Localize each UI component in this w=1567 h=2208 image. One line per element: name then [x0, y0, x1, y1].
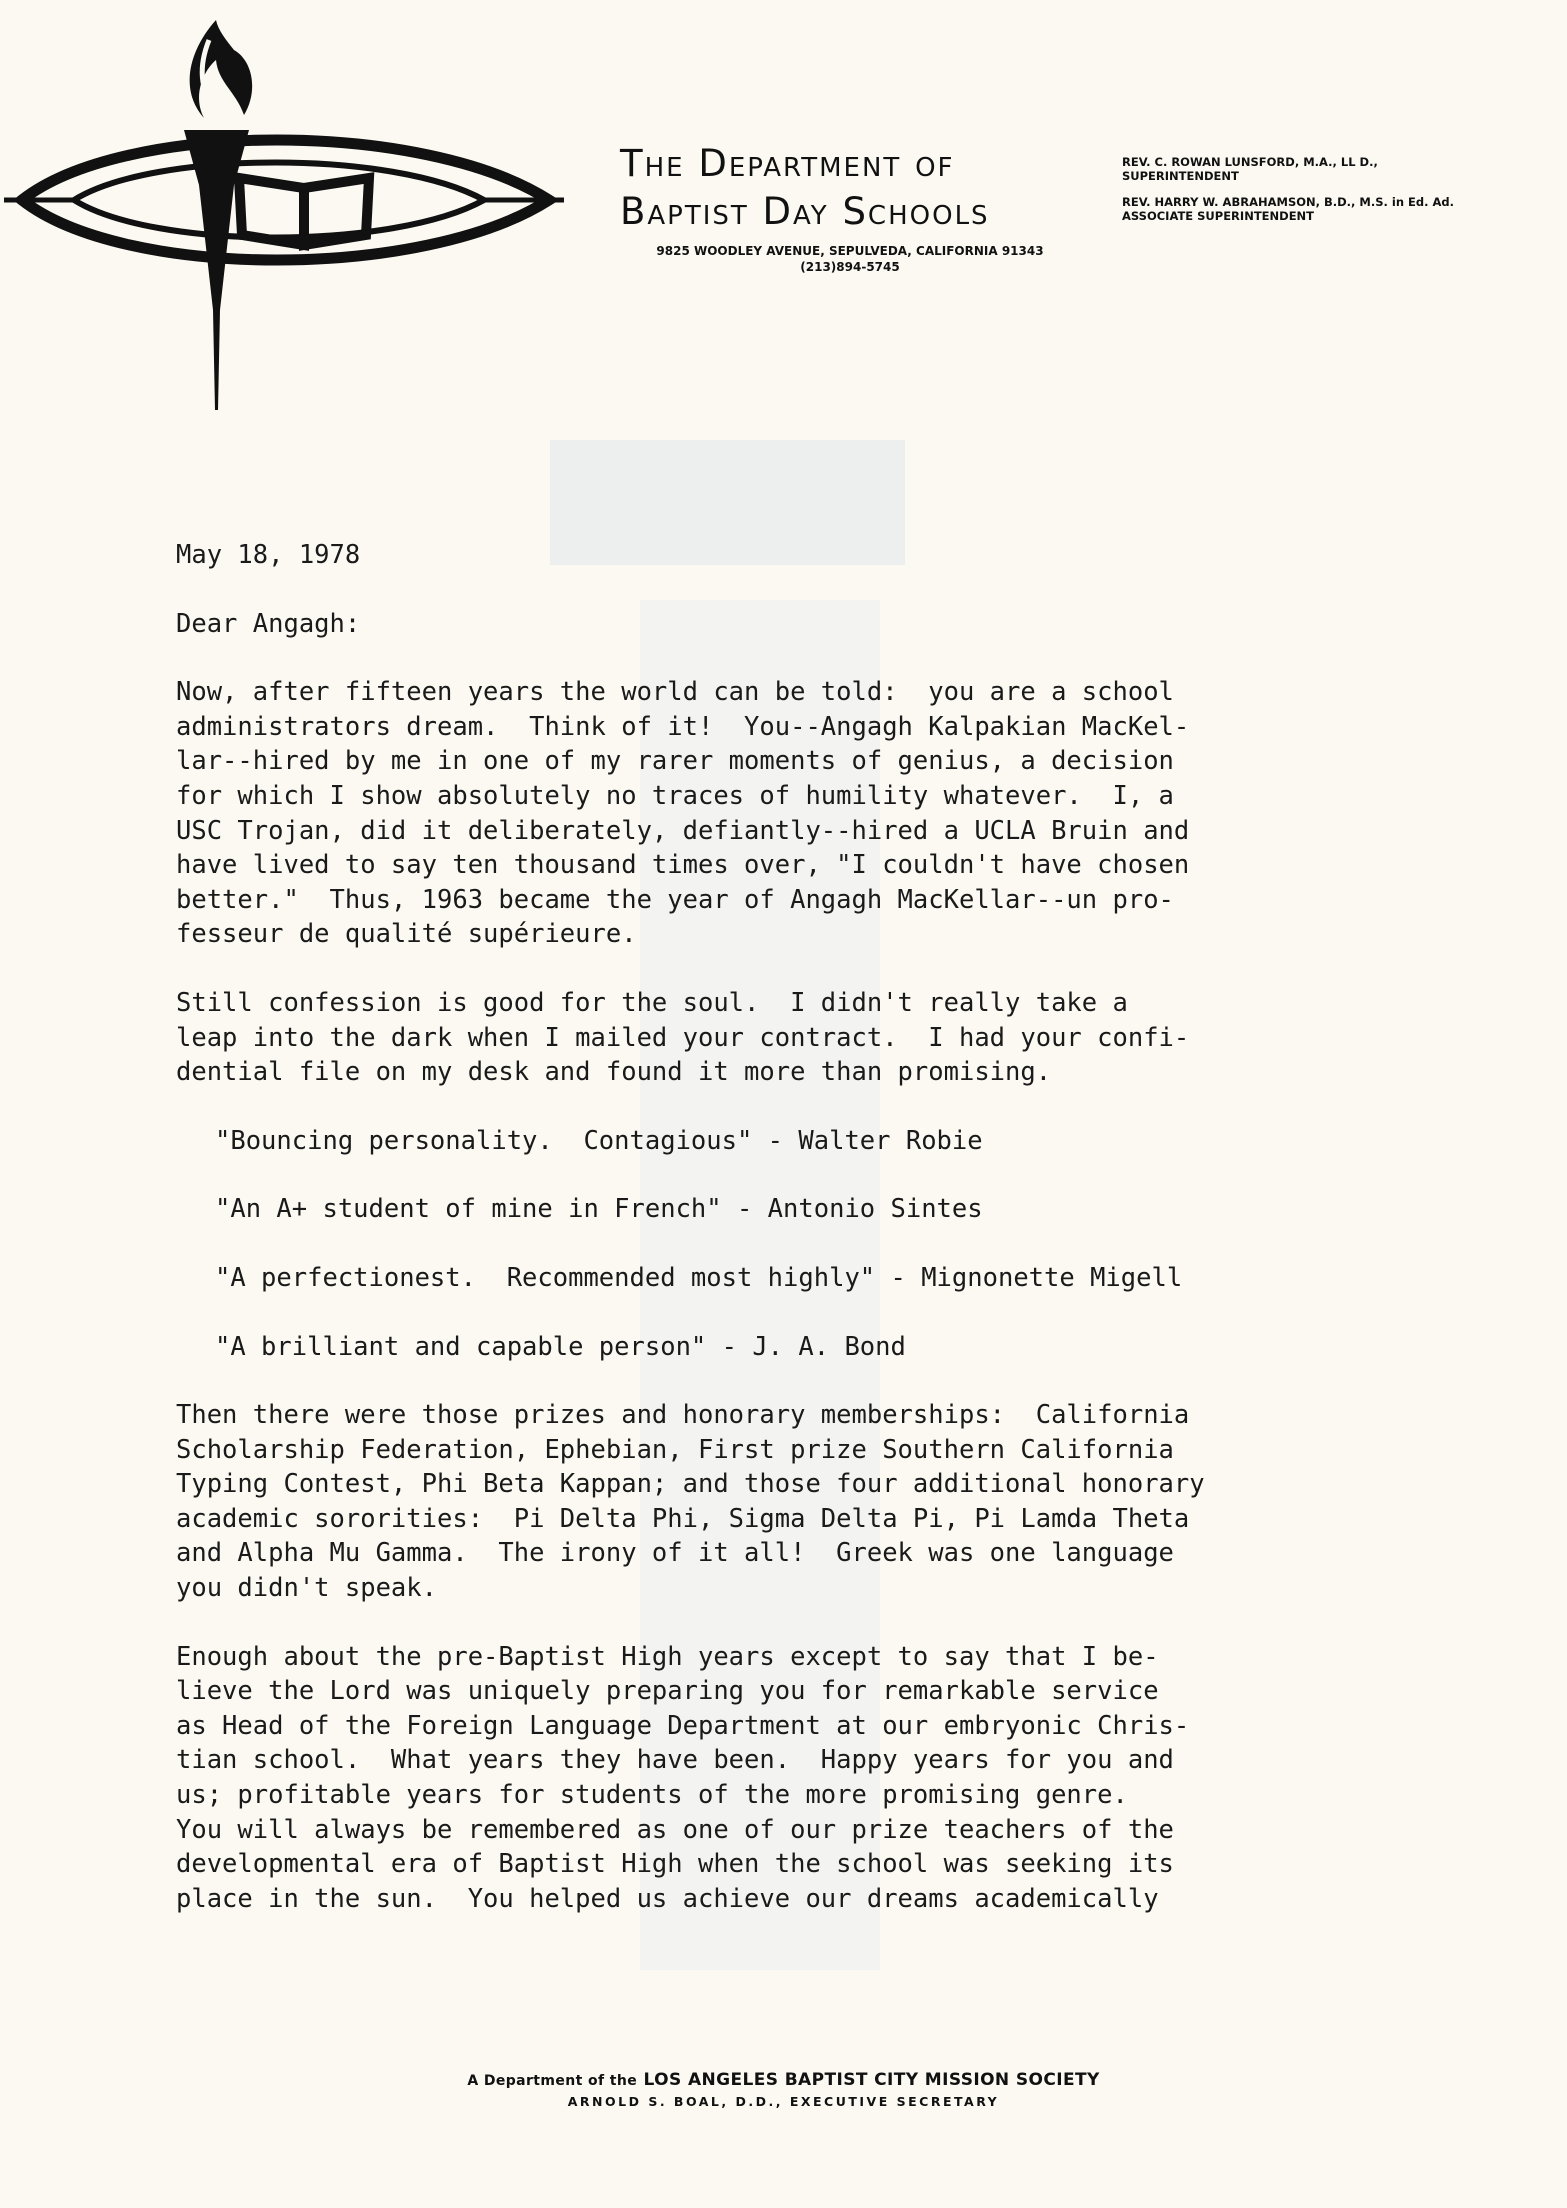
title-line-2: Baptist Day Schools — [620, 190, 990, 233]
staff-entry — [1122, 195, 1562, 223]
title-line-1: The Department of — [620, 142, 955, 185]
text-line: Then there were those prizes and honorary memberships: California — [176, 1400, 1190, 1431]
text-line: and Alpha Mu Gamma. The irony of it all! Greek was one language — [176, 1538, 1174, 1569]
society-line — [0, 2070, 1567, 2090]
quote-line: "A perfectionest. Recommended most highly" - Mignonette Migell — [215, 1262, 1183, 1293]
society-name: LOS ANGELES BAPTIST CITY MISSION SOCIETY — [643, 2070, 1100, 2090]
text-line: as Head of the Foreign Language Department at our embryonic Chris- — [176, 1710, 1190, 1741]
text-line: Scholarship Federation, Ephebian, First prize Southern California — [176, 1434, 1174, 1465]
quote-line: "An A+ student of mine in French" - Antonio Sintes — [215, 1194, 983, 1225]
letter-date: May 18, 1978 — [176, 540, 361, 570]
text-line: Enough about the pre-Baptist High years except to say that I be- — [176, 1641, 1159, 1672]
quote-line: "Bouncing personality. Contagious" - Walter Robie — [215, 1125, 983, 1156]
text-line: us; profitable years for students of the more promising genre. — [176, 1780, 1128, 1811]
staff-role: ASSOCIATE SUPERINTENDENT — [1122, 209, 1315, 223]
letterhead-footer — [0, 2070, 1567, 2109]
footer-prefix: A Department of the — [467, 2073, 638, 2089]
executive-secretary: ARNOLD S. BOAL, D.D., EXECUTIVE SECRETARY — [567, 2094, 1000, 2109]
text-line: USC Trojan, did it deliberately, defiantly--hired a UCLA Bruin and — [176, 815, 1190, 846]
staff-name: REV. HARRY W. ABRAHAMSON, B.D., M.S. in Ed. Ad. — [1122, 195, 1454, 209]
text-line: Typing Contest, Phi Beta Kappan; and those four additional honorary — [176, 1469, 1205, 1500]
text-line: fesseur de qualité supérieure. — [176, 919, 637, 950]
paragraph-2 — [176, 986, 1346, 1090]
text-line: lar--hired by me in one of my rarer moments of genius, a decision — [176, 746, 1174, 777]
staff-entry — [1122, 155, 1562, 183]
staff-list — [1122, 155, 1562, 235]
text-line: tian school. What years they have been. Happy years for you and — [176, 1745, 1174, 1776]
text-line: better." Thus, 1963 became the year of Angagh MacKellar--un pro- — [176, 884, 1174, 915]
text-line: have lived to say ten thousand times over, "I couldn't have chosen — [176, 850, 1190, 881]
text-line: for which I show absolutely no traces of humility whatever. I, a — [176, 780, 1174, 811]
text-line: lieve the Lord was uniquely preparing you for remarkable service — [176, 1676, 1159, 1707]
paragraph-3 — [176, 1398, 1346, 1606]
torch-book-logo-icon — [4, 10, 564, 420]
text-line: You will always be remembered as one of our prize teachers of the — [176, 1814, 1174, 1845]
text-line: you didn't speak. — [176, 1573, 437, 1604]
paragraph-1 — [176, 675, 1346, 952]
phone-number: (213)894-5745 — [800, 260, 900, 274]
text-line: leap into the dark when I mailed your contract. I had your confi- — [176, 1022, 1190, 1053]
text-line: developmental era of Baptist High when the school was seeking its — [176, 1849, 1174, 1880]
organization-title — [620, 140, 1080, 236]
text-line: Now, after fifteen years the world can be told: you are a school — [176, 677, 1174, 708]
street-address: 9825 WOODLEY AVENUE, SEPULVEDA, CALIFORNIA 91343 — [656, 244, 1044, 258]
letter-body — [176, 538, 1346, 1950]
quote-line: "A brilliant and capable person" - J. A. Bond — [215, 1331, 906, 1362]
text-line: dential file on my desk and found it more than promising. — [176, 1057, 1052, 1088]
paragraph-4 — [176, 1640, 1346, 1917]
text-line: administrators dream. Think of it! You--Angagh Kalpakian MacKel- — [176, 711, 1190, 742]
staff-role: SUPERINTENDENT — [1122, 169, 1239, 183]
organization-address — [620, 243, 1080, 275]
text-line: Still confession is good for the soul. I didn't really take a — [176, 987, 1128, 1018]
text-line: place in the sun. You helped us achieve our dreams academically — [176, 1883, 1159, 1914]
salutation: Dear Angagh: — [176, 608, 361, 639]
staff-name: REV. C. ROWAN LUNSFORD, M.A., LL D., — [1122, 155, 1378, 169]
text-line: academic sororities: Pi Delta Phi, Sigma Delta Pi, Pi Lamda Theta — [176, 1503, 1190, 1534]
